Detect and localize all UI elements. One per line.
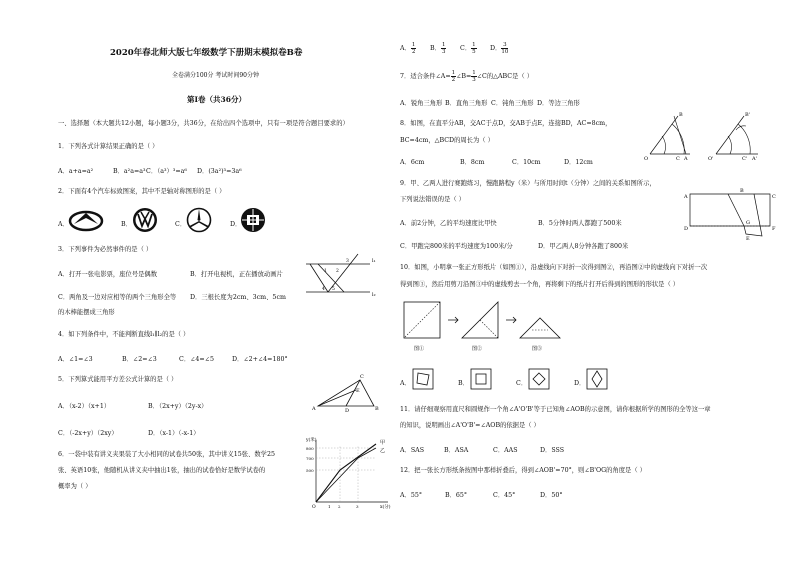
question-5: 5．下列算式能用平方差公式计算的是（ ） xyxy=(58,376,178,383)
car-badge-logo-icon xyxy=(240,207,266,233)
strip-c-label: C xyxy=(772,194,776,200)
angle-construction-figure xyxy=(642,110,766,164)
exam-subtitle: 全卷满分100分 考试时间90分钟 xyxy=(172,72,259,79)
q5-option-b: B．（2x+y）（2y-x） xyxy=(148,403,208,410)
q3-option-c: C．两角及一边对应相等的两个三角形全等 xyxy=(58,294,177,301)
question-7: 7．适合条件∠A= $\frac{1}{2}$ ∠B= $\frac{1}{3}$ ∠C的△ABC是（ ） xyxy=(400,70,534,83)
folded-strip-figure xyxy=(684,186,780,242)
instruction-text: 一、选择题（本大题共12小题，每小题3分，共36分，在给出四个选项中，只有一项是符合题目要求的） xyxy=(58,120,349,127)
q10-option-c: C． xyxy=(516,380,528,387)
fig-3-label: 图③ xyxy=(532,346,543,352)
question-4: 4．如下列条件中，不能判断直线l₁∥l₂的是（ ） xyxy=(58,331,190,338)
q8-option-b: B．8cm xyxy=(460,159,485,166)
infiniti-logo-icon xyxy=(68,209,104,233)
q8-option-d: D．12cm xyxy=(564,159,593,166)
strip-d-label: D xyxy=(684,226,689,232)
q3-option-d: D．三根长度为2cm、3cm、5cm xyxy=(190,294,286,301)
angle-1-label: 1 xyxy=(324,269,327,274)
angle-4-label: 4 xyxy=(322,287,325,292)
q2-option-c: C． xyxy=(175,221,187,228)
q6-option-a: A． $\frac{1}{2}$ xyxy=(400,42,416,55)
q5-option-c: C．（-2x+y）（2xy） xyxy=(58,430,118,437)
q10-option-a: A． xyxy=(400,380,411,387)
q1-option-a: A．a+a=a² xyxy=(58,168,94,175)
volkswagen-logo-icon xyxy=(132,207,158,233)
fig-c-prime-label: C' xyxy=(742,156,748,162)
x-axis-label: x(分) xyxy=(380,505,391,510)
series-jia-label: 甲 xyxy=(380,440,386,446)
q9-option-d: D．甲乙两人8分钟各跑了800米 xyxy=(538,243,629,250)
tick-3: 3 xyxy=(356,504,359,509)
q2-option-d: D． xyxy=(230,221,242,228)
q11-option-c: C．AAS xyxy=(493,447,518,454)
q4-option-a: A．∠1=∠3 xyxy=(58,356,93,363)
q12-option-c: C．45° xyxy=(493,492,516,499)
fig-o-prime-label: O' xyxy=(708,156,714,162)
q6-option-b: B． $\frac{1}{3}$ xyxy=(430,42,446,55)
q6-option-c: C． $\frac{1}{5}$ xyxy=(460,42,476,55)
q11-option-a: A．SAS xyxy=(400,447,425,454)
question-8-line-2: BC=4cm，△BCD的周长为（ ） xyxy=(400,137,494,144)
tick-500: 500 xyxy=(306,468,314,473)
q2-option-a: A． xyxy=(58,221,69,228)
fig-a-prime-label: A' xyxy=(752,156,757,162)
q7-option-c: C．钝角三角形 xyxy=(491,100,534,107)
fig-2-label: 图② xyxy=(472,346,483,352)
q12-option-d: D．50° xyxy=(540,492,563,499)
q10-option-b: B． xyxy=(458,380,469,387)
strip-a-label: A xyxy=(684,194,688,200)
y-axis-label: y(米) xyxy=(306,438,317,443)
question-10-line-2: 得到图③，然后用剪刀沿图③中的虚线剪去一个角，再将剩下的纸片打开后得到的图形的形状是（ ） xyxy=(400,281,680,288)
q6-option-d: D． $\frac{3}{10}$ xyxy=(490,42,509,55)
tick-700: 700 xyxy=(306,456,314,461)
vertex-b-label: B xyxy=(375,406,379,412)
vertex-d-label: D xyxy=(345,408,350,414)
q10-option-d: D． xyxy=(574,380,586,387)
q9-option-b: B．5分钟时两人都跑了500米 xyxy=(538,220,622,227)
q12-option-b: B．65° xyxy=(445,492,468,499)
question-11-line-2: 的知识，说明画出∠A'O'B'=∠AOB的依据是（ ） xyxy=(400,422,540,429)
q4-option-d: D．∠2+∠4=180° xyxy=(232,356,288,363)
exam-title: 2020年春北师大版七年级数学下册期末模拟卷B卷 xyxy=(110,48,303,58)
q9-option-c: C．甲跑完800米的平均速度为100米/分 xyxy=(400,243,513,250)
q3-option-d-cont: 的木棒能摆成三角形 xyxy=(58,309,115,316)
triangle-figure xyxy=(312,370,382,414)
vertex-a-label: A xyxy=(312,406,316,412)
q8-option-c: C．10cm xyxy=(512,159,541,166)
q1-option-d: D．(3a²)³=3a⁶ xyxy=(197,168,242,175)
line-l1-label: l₁ xyxy=(372,258,376,264)
question-6-line-1: 6．一袋中装有讲义夹果装了大小相同的试卷共50张，其中讲义15张、数学25 xyxy=(58,451,275,458)
q1-option-c: C．（a³）³=a⁶ xyxy=(146,168,187,175)
parallel-lines-figure xyxy=(300,250,380,300)
q7-option-a: A．锐角三角形 xyxy=(400,100,443,107)
strip-g-label: G xyxy=(746,220,750,226)
distance-time-graph xyxy=(306,436,396,510)
option-d-shape-icon xyxy=(586,368,608,390)
angle-2-label: 2 xyxy=(336,269,339,274)
q7-option-b: B．直角三角形 xyxy=(445,100,488,107)
section-heading: 第Ⅰ卷（共36分） xyxy=(187,95,246,104)
q3-option-a: A．打开一张电影票，座位号是偶数 xyxy=(58,271,158,278)
question-1: 1．下列各式计算结果正确的是（ ） xyxy=(58,143,159,150)
question-2: 2．下面有4个汽车标致图案，其中不是轴对称图形的是（ ） xyxy=(58,188,226,195)
strip-f-label: F xyxy=(772,226,776,232)
fig-c-label: C xyxy=(676,156,680,162)
option-b-shape-icon xyxy=(470,368,492,390)
fig-a-label: A xyxy=(684,156,688,162)
origin-label: O xyxy=(312,505,316,510)
question-6-line-2: 张、英语10张，他随机从讲义夹中抽出1张，抽出的试卷恰好是数学试卷的 xyxy=(58,467,266,474)
question-12: 12．把一张长方形纸条按图中那样折叠后，得到∠AOB'=70°，则∠B'OG的角度是（ ） xyxy=(400,467,646,474)
question-8-line-1: 8．如图，在直平分AB，交AC于点D，交AB于点E，连接BD，AC=8cm， xyxy=(400,120,612,127)
fig-b-label: B xyxy=(679,112,683,118)
tick-1: 1 xyxy=(328,504,331,509)
mercedes-logo-icon xyxy=(186,207,212,233)
question-3: 3．下列事件为必然事件的是（ ） xyxy=(58,246,153,253)
fig-o-label: O xyxy=(644,156,649,162)
angle-3-label: 3 xyxy=(346,259,349,264)
q2-option-b: B． xyxy=(121,221,132,228)
q5-option-d: D．（x-1）（-x-1） xyxy=(148,430,200,437)
q9-option-a: A．前2分钟，乙的平均速度比甲快 xyxy=(400,220,497,227)
series-yi-label: 乙 xyxy=(380,448,386,454)
vertex-c-label: C xyxy=(360,374,364,380)
strip-b-label: B xyxy=(740,188,744,194)
question-9-line-2: 下列说法错误的是（ ） xyxy=(400,196,465,203)
tick-2: 2 xyxy=(338,504,341,509)
q1-option-b: B．a²a=a³ xyxy=(113,168,146,175)
q11-option-b: B．ASA xyxy=(444,447,469,454)
fig-1-label: 图① xyxy=(414,346,425,352)
q4-option-b: B．∠2=∠3 xyxy=(122,356,157,363)
vertex-e-label: E xyxy=(356,388,360,394)
question-9-line-1: 9．甲、乙两人进行赛跑练习，慢跑路程y（米）与所用时间t（分钟）之间的关系如图所示， xyxy=(400,180,656,187)
strip-e-label: E xyxy=(746,236,750,242)
question-11-line-1: 11．请仔细观察用直尺和圆规作一个角∠A'O'B'等于已知角∠AOB的示意图，请你根据所学的图形的全等这一章 xyxy=(400,406,711,413)
question-10-line-1: 10．如图，小明拿一张正方形纸片（如图①），沿虚线向下对折一次得到图②，再沿图②中的虚线向下对折一次 xyxy=(400,264,708,271)
q3-option-b: B．打开电视机，正在播放动画片 xyxy=(190,271,283,278)
question-6-line-3: 概率为（ ） xyxy=(58,483,92,490)
line-l2-label: l₂ xyxy=(372,292,376,298)
q7-option-d: D．等边三角形 xyxy=(537,100,580,107)
q4-option-c: C．∠4=∠5 xyxy=(179,356,214,363)
option-c-shape-icon xyxy=(528,368,550,390)
q5-option-a: A．（x-2）（x+1） xyxy=(58,403,111,410)
fig-b-prime-label: B' xyxy=(745,112,751,118)
tick-800: 800 xyxy=(306,446,314,451)
angle-5-label: 5 xyxy=(332,287,335,292)
q11-option-d: D．SSS xyxy=(540,447,565,454)
paper-folding-steps-figure xyxy=(400,300,570,354)
q12-option-a: A．55° xyxy=(400,492,423,499)
q8-option-a: A．6cm xyxy=(400,159,425,166)
option-a-shape-icon xyxy=(412,368,434,390)
